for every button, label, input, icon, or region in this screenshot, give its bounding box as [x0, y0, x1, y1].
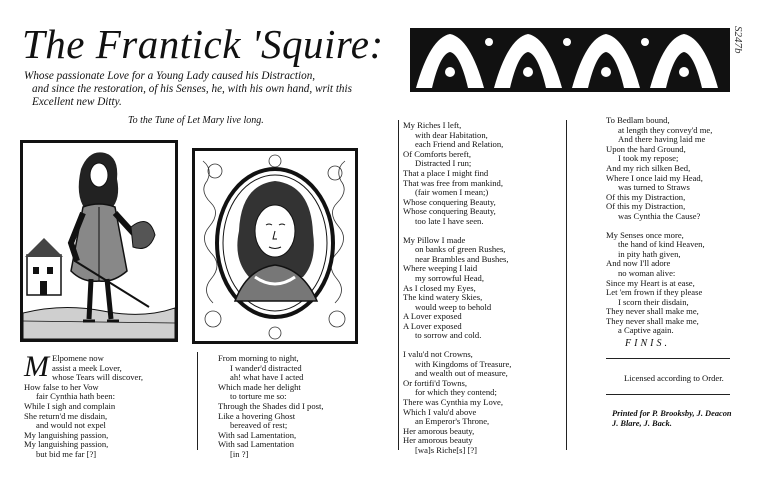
verse-line: Which made her delight: [218, 381, 301, 392]
verse-line: Where I once laid my Head,: [606, 172, 703, 183]
imprint: [612, 409, 732, 429]
column-rule: [398, 120, 399, 450]
verse-line: with dear Habitation,: [415, 129, 488, 140]
verse-line: I wander'd distracted: [230, 362, 302, 373]
subtitle-line: and since the restoration, of his Senses, he, with his own hand, writ this: [32, 83, 352, 95]
verse-line: Or fortifi'd Towns,: [403, 377, 468, 388]
stanza: [403, 121, 563, 227]
verse-line: My languishing passion,: [24, 439, 109, 450]
verse-line: each Friend and Relation,: [415, 139, 504, 150]
verse-line: would weep to behold: [415, 301, 492, 312]
verse-line: at length they convey'd me,: [618, 124, 713, 135]
woodcut-gentleman: [20, 140, 178, 342]
verse-line: Elpomene now: [52, 353, 104, 363]
verse-line: Upon the hard Ground,: [606, 143, 686, 154]
woodcut-border-ornament: [410, 28, 730, 92]
imprint-line: J. Blare, J. Back.: [612, 419, 672, 428]
verse-line: The kind watery Skies,: [403, 292, 483, 303]
verse-line: my sorrowful Head,: [415, 272, 484, 283]
verse-line: the hand of kind Heaven,: [618, 239, 705, 250]
verse-line: I scorn their disdain,: [618, 296, 689, 307]
verse-line: That a place I might find: [403, 167, 489, 178]
verse-line: She return'd me disdain,: [24, 410, 108, 421]
imprint-line: Printed for P. Brooksby, J. Deacon: [612, 409, 732, 418]
verse-line: Through the Shades did I post,: [218, 400, 324, 411]
verse-line: Distracted I run;: [415, 158, 472, 169]
verse-line: With sad Lamentation,: [218, 429, 297, 440]
lady-portrait-icon: [195, 151, 355, 341]
verse-line: and wealth out of measure,: [415, 368, 508, 379]
verse-line: (fair women I mean;): [415, 187, 489, 198]
woodcut-lady-portrait: [192, 148, 358, 344]
ballad-title: The Frantick 'Squire:: [22, 21, 384, 67]
verse-line: They never shall make me,: [606, 306, 699, 317]
verse-line: My Pillow I made: [403, 234, 466, 245]
arch-border-icon: [410, 28, 730, 92]
verse-line: While I sigh and complain: [24, 400, 116, 411]
drop-capital: M: [24, 350, 49, 383]
verse-line: and would not expel: [36, 420, 106, 431]
divider-rule: [606, 358, 730, 359]
verse-line: an Emperor's Throne,: [415, 416, 490, 427]
verse-line: And there having laid me: [618, 134, 706, 145]
verse-line: [in ?]: [230, 448, 249, 459]
verse-line: was turned to Straws: [618, 182, 690, 193]
verse-column-3: [403, 121, 563, 456]
verse-line: There was Cynthia my Love,: [403, 397, 503, 408]
verse-line: bereaved of rest;: [230, 420, 288, 431]
verse-line: Where weeping I laid: [403, 263, 478, 274]
subtitle-line: Whose passionate Love for a Young Lady caused his Distraction,: [24, 70, 316, 82]
verse-line: Her amorous beauty,: [403, 425, 475, 436]
verse-line: Of Comforts bereft,: [403, 148, 472, 159]
verse-line: To Bedlam bound,: [606, 115, 670, 125]
verse-line: A Lover exposed: [403, 311, 462, 322]
verse-line: They never shall make me,: [606, 315, 699, 326]
verse-line: Of this my Distraction,: [606, 201, 686, 212]
verse-line: Like a hovering Ghost: [218, 410, 296, 421]
verse-line: I took my repose;: [618, 153, 679, 164]
verse-line: And now I'll adore: [606, 258, 671, 269]
verse-line: was Cynthia the Cause?: [618, 210, 701, 221]
verse-line: too late I have seen.: [415, 215, 484, 226]
tune-line: To the Tune of Let Mary live long.: [128, 115, 264, 126]
verse-line: With sad Lamentation: [218, 439, 295, 450]
verse-line: From morning to night,: [218, 353, 299, 363]
column-rule: [566, 120, 567, 450]
verse-line: for which they contend;: [415, 387, 497, 398]
verse-line: assist a meek Lover,: [52, 362, 122, 373]
verse-line: [wa]s Riche[s] [?]: [415, 445, 478, 455]
verse-line: a Captive again.: [618, 325, 674, 336]
verse-line: to torture me so:: [230, 391, 287, 402]
verse-line: fair Cynthia hath been:: [36, 391, 115, 402]
verse-line: Whose conquering Beauty,: [403, 196, 496, 207]
verse-column-1: [24, 350, 194, 460]
divider-rule: [606, 394, 730, 395]
stanza: [403, 350, 563, 456]
stanza: [403, 236, 563, 342]
verse-line: How false to her Vow: [24, 381, 99, 392]
verse-line: on banks of green Rushes,: [415, 244, 506, 255]
verse-column-2: [218, 354, 388, 460]
verse-line: Let 'em frown if they please: [606, 287, 703, 298]
verse-line: whose Tears will discover,: [52, 372, 144, 383]
license-line: Licensed according to Order.: [624, 373, 724, 383]
verse-line: no woman alive:: [618, 267, 676, 278]
verse-line: My Senses once more,: [606, 229, 684, 240]
verse-line: A Lover exposed: [403, 320, 462, 331]
verse-line: As I closed my Eyes,: [403, 282, 476, 293]
verse-line: My languishing passion,: [24, 429, 109, 440]
verse-line: I valu'd not Crowns,: [403, 349, 473, 360]
verse-line: Her amorous beauty: [403, 435, 473, 446]
verse-line: in pity hath given,: [618, 248, 681, 259]
margin-shelfmark: S247b: [732, 26, 744, 54]
ballad-subtitle: [24, 70, 354, 109]
verse-line: near Brambles and Bushes,: [415, 253, 509, 264]
verse-line: Whose conquering Beauty,: [403, 206, 496, 217]
subtitle-line: Excellent new Ditty.: [32, 96, 122, 108]
finis-mark: FINIS.: [625, 338, 670, 349]
verse-line: Since my Heart is at ease,: [606, 277, 695, 288]
verse-line: Which I valu'd above: [403, 406, 477, 417]
verse-line: That was free from mankind,: [403, 177, 503, 188]
column-rule: [197, 352, 198, 450]
verse-line: Of this my Distraction,: [606, 191, 686, 202]
stanza: [606, 116, 756, 222]
verse-column-4: [606, 116, 756, 336]
verse-line: And my rich silken Bed,: [606, 162, 691, 173]
stanza: [606, 231, 756, 337]
verse-line: ah! what have I acted: [230, 372, 304, 383]
verse-line: My Riches I left,: [403, 120, 462, 130]
gentleman-figure-icon: [23, 143, 175, 339]
verse-line: with Kingdoms of Treasure,: [415, 358, 512, 369]
verse-line: but bid me far [?]: [36, 448, 97, 459]
verse-line: to sorrow and cold.: [415, 330, 482, 341]
